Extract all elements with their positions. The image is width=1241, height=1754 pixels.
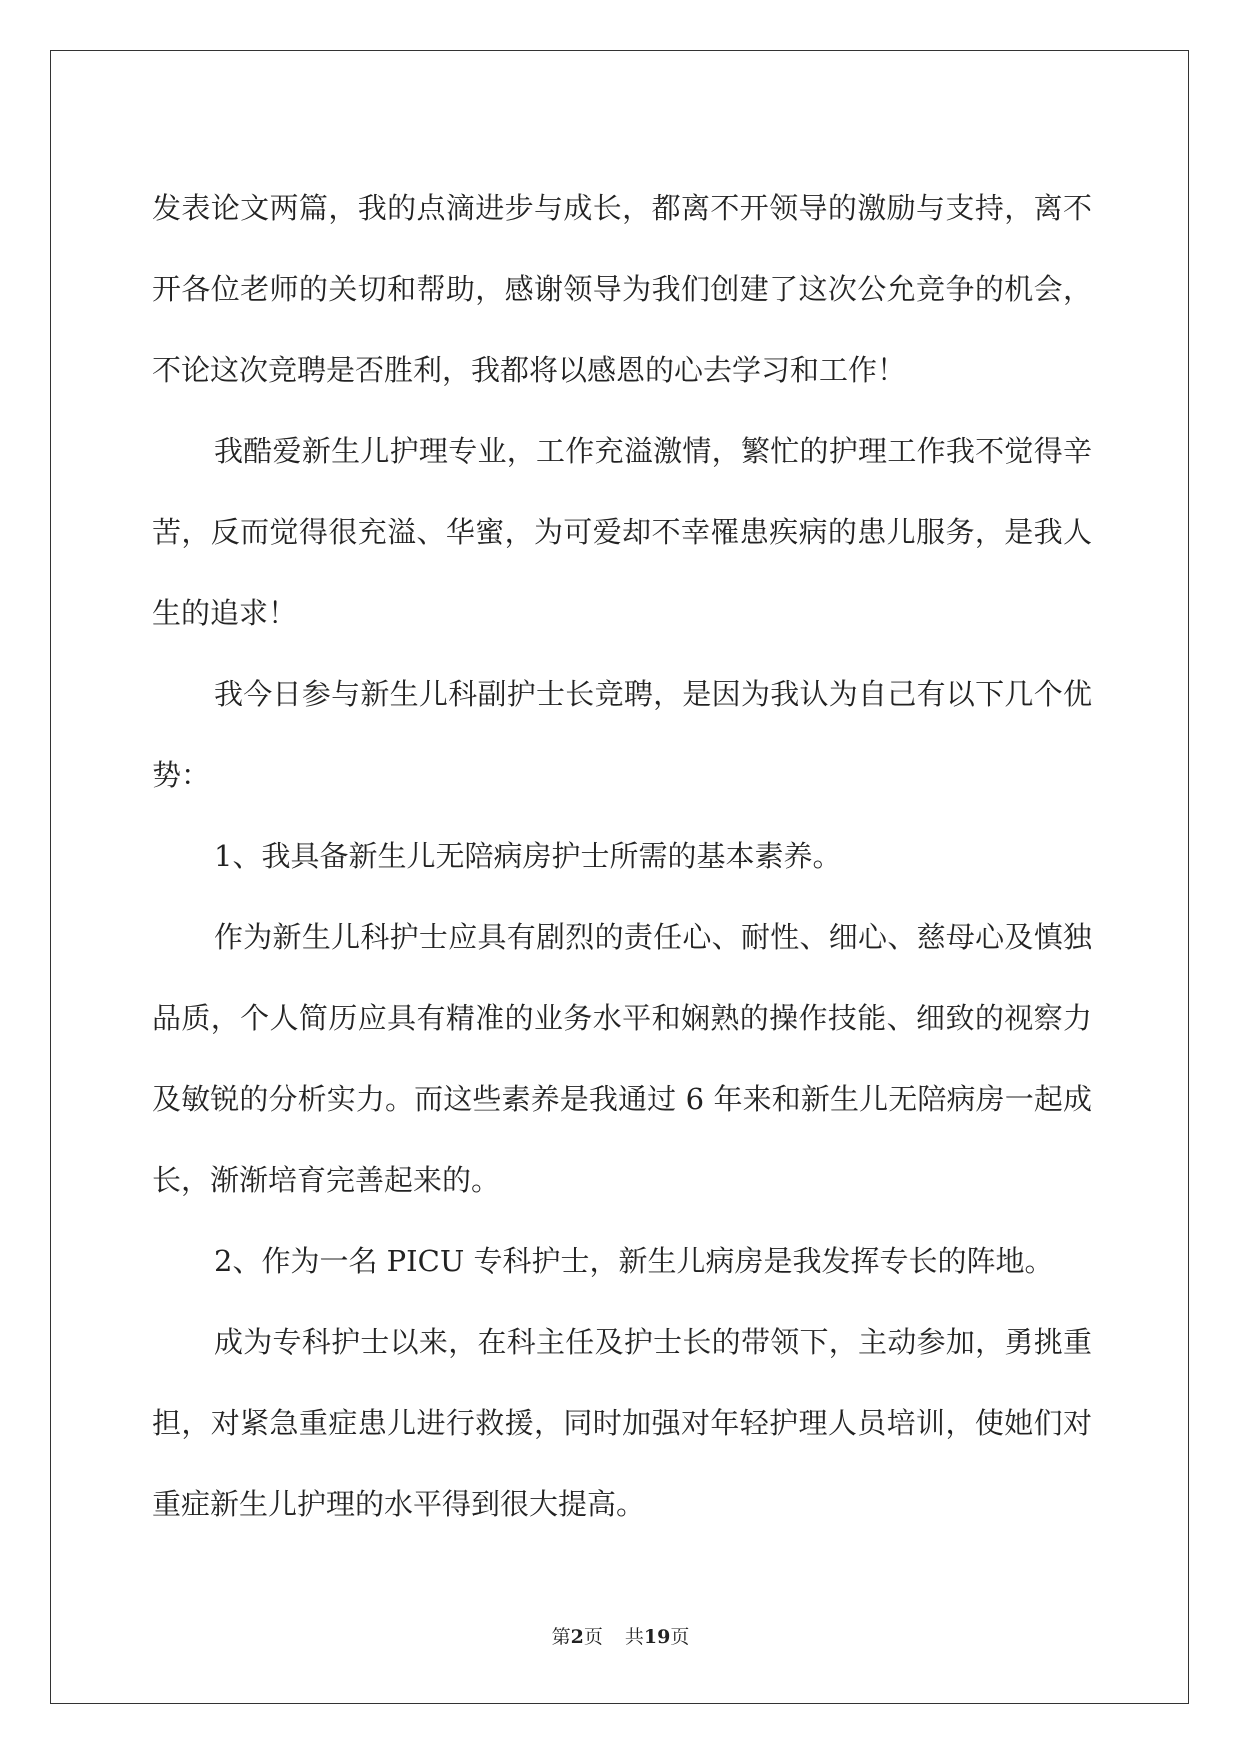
paragraph-6: 2、作为一名 PICU 专科护士，新生儿病房是我发挥专长的阵地。 xyxy=(214,1244,1054,1278)
paragraph-3: 我今日参与新生儿科副护士长竞聘，是因为我认为自己有以下几个优势： xyxy=(152,677,1092,792)
footer-total-suffix: 页 xyxy=(670,1626,690,1648)
footer-page-number: 2 xyxy=(570,1626,584,1648)
page-footer xyxy=(0,1622,1241,1649)
footer-page-suffix: 页 xyxy=(583,1626,603,1648)
paragraph-2: 我酷爱新生儿护理专业，工作充溢激情，繁忙的护理工作我不觉得辛苦，反而觉得很充溢、华蜜，为可爱却不幸罹患疾病的患儿服务，是我人生的追求！ xyxy=(152,434,1092,630)
footer-total-pages: 19 xyxy=(643,1626,671,1648)
paragraph-7: 成为专科护士以来，在科主任及护士长的带领下，主动参加，勇挑重担，对紧急重症患儿进行救援，同时加强对年轻护理人员培训，使她们对重症新生儿护理的水平得到很大提高。 xyxy=(152,1325,1092,1521)
document-body xyxy=(152,168,1092,1545)
paragraph-4: 1、我具备新生儿无陪病房护士所需的基本素养。 xyxy=(214,839,842,873)
footer-page-prefix: 第 xyxy=(551,1626,571,1648)
paragraph-1: 发表论文两篇，我的点滴进步与成长，都离不开领导的激励与支持，离不开各位老师的关切和帮助，感谢领导为我们创建了这次公允竞争的机会，不论这次竞聘是否胜利，我都将以感恩的心去学习和工作！ xyxy=(152,191,1092,387)
footer-total-prefix: 共 xyxy=(624,1626,644,1648)
paragraph-5: 作为新生儿科护士应具有剧烈的责任心、耐性、细心、慈母心及慎独品质，个人简历应具有精准的业务水平和娴熟的操作技能、细致的视察力及敏锐的分析实力。而这些素养是我通过 6 年来和新生儿无陪病房一起成长，渐渐培育完善起来的。 xyxy=(152,920,1092,1197)
